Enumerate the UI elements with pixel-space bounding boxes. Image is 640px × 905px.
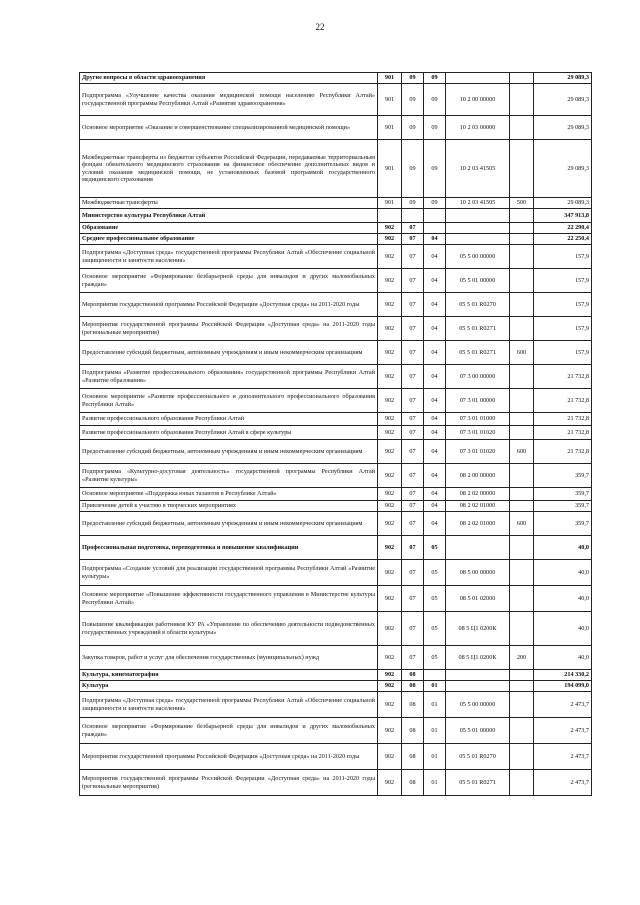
table-row <box>80 198 592 209</box>
row-section-code: 09 <box>402 140 424 198</box>
row-target-code: 05 5 01 R0270 <box>446 293 510 317</box>
row-target-code: 08 5 Ц1 0200К <box>446 612 510 646</box>
table-row <box>80 692 592 718</box>
row-amount: 22 290,4 <box>534 223 592 234</box>
row-ministry-code: 902 <box>378 612 402 646</box>
row-target-code: 08 2 02 01000 <box>446 512 510 536</box>
row-amount: 157,9 <box>534 317 592 341</box>
row-name: Мероприятия государственной программы Российской Федерации «Доступная среда» на 2011-2020 годы <box>80 293 378 317</box>
row-target-code: 08 5 00 00000 <box>446 560 510 586</box>
row-expense-code <box>510 670 534 681</box>
row-section-code: 07 <box>402 269 424 293</box>
row-subsection-code: 05 <box>424 612 446 646</box>
row-expense-code <box>510 223 534 234</box>
row-subsection-code: 04 <box>424 512 446 536</box>
row-expense-code <box>510 464 534 488</box>
row-subsection-code: 09 <box>424 73 446 84</box>
row-subsection-code: 04 <box>424 365 446 389</box>
table-row <box>80 670 592 681</box>
row-target-code: 05 5 00 00000 <box>446 245 510 269</box>
row-section-code: 09 <box>402 84 424 116</box>
row-amount: 21 732,8 <box>534 413 592 426</box>
row-target-code: 08 2 00 00000 <box>446 464 510 488</box>
row-amount: 2 473,7 <box>534 770 592 796</box>
row-expense-code <box>510 317 534 341</box>
row-target-code <box>446 209 510 223</box>
table-row <box>80 681 592 692</box>
row-section-code: 07 <box>402 440 424 464</box>
row-ministry-code: 902 <box>378 744 402 770</box>
row-target-code: 05 5 01 R0271 <box>446 341 510 365</box>
row-ministry-code: 901 <box>378 140 402 198</box>
row-subsection-code: 04 <box>424 488 446 501</box>
row-name: Среднее профессиональное образование <box>80 234 378 245</box>
row-expense-code <box>510 389 534 413</box>
row-subsection-code: 04 <box>424 341 446 365</box>
table-row <box>80 365 592 389</box>
table-row <box>80 646 592 670</box>
row-ministry-code: 901 <box>378 73 402 84</box>
row-subsection-code: 04 <box>424 464 446 488</box>
row-ministry-code: 901 <box>378 84 402 116</box>
row-target-code: 07 3 00 00000 <box>446 365 510 389</box>
row-expense-code <box>510 681 534 692</box>
table-row <box>80 293 592 317</box>
row-ministry-code: 902 <box>378 464 402 488</box>
row-section-code: 07 <box>402 612 424 646</box>
row-ministry-code: 902 <box>378 670 402 681</box>
row-ministry-code: 902 <box>378 512 402 536</box>
row-expense-code: 200 <box>510 646 534 670</box>
row-target-code: 05 5 00 00000 <box>446 692 510 718</box>
row-section-code: 07 <box>402 317 424 341</box>
row-amount: 157,9 <box>534 245 592 269</box>
row-ministry-code: 902 <box>378 536 402 560</box>
row-amount: 359,7 <box>534 512 592 536</box>
row-subsection-code: 01 <box>424 770 446 796</box>
row-name: Основное мероприятие «Поддержка юных талантов в Республике Алтай» <box>80 488 378 501</box>
table-row <box>80 245 592 269</box>
row-name: Предоставление субсидий бюджетным, автономным учреждениям и иным некоммерческим организациям <box>80 512 378 536</box>
row-section-code: 08 <box>402 770 424 796</box>
row-name: Основное мероприятие «Формирование безбарьерной среды для инвалидов и других маломобильных граждан» <box>80 269 378 293</box>
row-name: Предоставление субсидий бюджетным, автономным учреждениям и иным некоммерческим организациям <box>80 440 378 464</box>
table-row <box>80 560 592 586</box>
table-row <box>80 269 592 293</box>
table-row <box>80 223 592 234</box>
row-amount: 29 089,3 <box>534 84 592 116</box>
row-name: Подпрограмма «Улучшение качества оказания медицинской помощи населению Республики Алтай» государственной программы Республики Алтай «Развитие здравоохранения» <box>80 84 378 116</box>
row-target-code: 10 2 03 41505 <box>446 140 510 198</box>
row-name: Межбюджетные трансферты <box>80 198 378 209</box>
table-row <box>80 586 592 612</box>
row-expense-code <box>510 84 534 116</box>
row-name: Мероприятия государственной программы Российской Федерации «Доступная среда» на 2011-2020 годы (региональные мероприятия) <box>80 317 378 341</box>
row-ministry-code: 902 <box>378 245 402 269</box>
row-amount: 21 732,8 <box>534 365 592 389</box>
row-name: Подпрограмма «Доступная среда» государственной программы Республики Алтай «Обеспечение социальной защищенности и занятости населения» <box>80 245 378 269</box>
row-amount: 2 473,7 <box>534 744 592 770</box>
row-section-code: 07 <box>402 245 424 269</box>
row-name: Предоставление субсидий бюджетным, автономным учреждениям и иным некоммерческим организациям <box>80 341 378 365</box>
row-expense-code <box>510 209 534 223</box>
table-row <box>80 84 592 116</box>
row-expense-code <box>510 501 534 512</box>
row-amount: 157,9 <box>534 341 592 365</box>
row-name: Повышение квалификации работников КУ РА «Управление по обеспечению деятельности подведомственных государственных учреждений в области культуры» <box>80 612 378 646</box>
row-expense-code <box>510 413 534 426</box>
row-ministry-code: 902 <box>378 560 402 586</box>
row-name: Профессиональная подготовка, переподготовка и повышение квалификации <box>80 536 378 560</box>
row-amount: 29 089,3 <box>534 73 592 84</box>
row-expense-code <box>510 116 534 140</box>
row-target-code: 08 2 02 01000 <box>446 501 510 512</box>
table-row <box>80 317 592 341</box>
row-name: Подпрограмма «Культурно-досуговая деятельность» государственной программы Республики Алтай «Развитие культуры» <box>80 464 378 488</box>
row-subsection-code: 05 <box>424 586 446 612</box>
table-row <box>80 464 592 488</box>
row-expense-code <box>510 612 534 646</box>
row-ministry-code: 902 <box>378 234 402 245</box>
row-expense-code <box>510 586 534 612</box>
page-number: 22 <box>315 22 325 32</box>
row-ministry-code: 902 <box>378 501 402 512</box>
row-subsection-code: 04 <box>424 426 446 440</box>
row-amount: 40,0 <box>534 612 592 646</box>
row-name: Основное мероприятие «Развитие профессионального и дополнительного профессионального образования Республики Алтай» <box>80 389 378 413</box>
row-subsection-code: 01 <box>424 744 446 770</box>
row-ministry-code: 902 <box>378 681 402 692</box>
row-target-code <box>446 234 510 245</box>
row-expense-code <box>510 293 534 317</box>
row-subsection-code: 05 <box>424 646 446 670</box>
row-subsection-code: 04 <box>424 440 446 464</box>
row-subsection-code: 04 <box>424 389 446 413</box>
row-section-code: 07 <box>402 223 424 234</box>
row-name: Развитие профессионального образования Республики Алтай <box>80 413 378 426</box>
row-expense-code <box>510 73 534 84</box>
row-amount: 21 732,8 <box>534 426 592 440</box>
table-row <box>80 612 592 646</box>
row-target-code: 07 3 01 01000 <box>446 413 510 426</box>
row-name: Основное мероприятие «Формирование безбарьерной среды для инвалидов и других маломобильных граждан» <box>80 718 378 744</box>
row-section-code: 08 <box>402 681 424 692</box>
row-expense-code <box>510 488 534 501</box>
row-amount: 359,7 <box>534 488 592 501</box>
row-name: Подпрограмма «Доступная среда» государственной программы Республики Алтай «Обеспечение социальной защищенности и занятости населения» <box>80 692 378 718</box>
row-section-code: 07 <box>402 389 424 413</box>
row-target-code: 08 5 Ц1 0200К <box>446 646 510 670</box>
row-section-code: 08 <box>402 718 424 744</box>
row-name: Мероприятия государственной программы Российской Федерации «Доступная среда» на 2011-2020 годы (региональные мероприятия) <box>80 770 378 796</box>
row-amount: 29 089,3 <box>534 140 592 198</box>
row-subsection-code: 04 <box>424 293 446 317</box>
row-section-code: 08 <box>402 692 424 718</box>
row-ministry-code: 902 <box>378 440 402 464</box>
row-ministry-code: 902 <box>378 223 402 234</box>
row-ministry-code: 902 <box>378 341 402 365</box>
row-section-code: 07 <box>402 341 424 365</box>
row-target-code: 05 5 01 00000 <box>446 718 510 744</box>
table-row <box>80 73 592 84</box>
table-row <box>80 234 592 245</box>
row-subsection-code: 05 <box>424 536 446 560</box>
row-subsection-code: 04 <box>424 317 446 341</box>
row-expense-code <box>510 426 534 440</box>
row-target-code: 05 5 01 00000 <box>446 269 510 293</box>
row-section-code: 07 <box>402 586 424 612</box>
row-name: Министерство культуры Республики Алтай <box>80 209 378 223</box>
row-subsection-code: 09 <box>424 84 446 116</box>
row-target-code: 10 2 00 00000 <box>446 84 510 116</box>
row-target-code <box>446 536 510 560</box>
row-section-code: 07 <box>402 365 424 389</box>
row-ministry-code: 902 <box>378 365 402 389</box>
row-subsection-code: 01 <box>424 692 446 718</box>
row-target-code: 10 2 03 00000 <box>446 116 510 140</box>
row-expense-code: 500 <box>510 198 534 209</box>
row-expense-code <box>510 536 534 560</box>
row-amount: 157,9 <box>534 293 592 317</box>
row-subsection-code: 09 <box>424 116 446 140</box>
row-amount: 214 330,2 <box>534 670 592 681</box>
row-name: Культура, кинематография <box>80 670 378 681</box>
row-name: Межбюджетные трансферты из бюджетов субъектов Российской Федерации, передаваемые территориальным фондам обязательного медицинского страхования на финансовое обеспечение дополнительных видов и условий оказания медицинской помощи, не установленных базовой программой государственного медицинского страхования <box>80 140 378 198</box>
row-target-code <box>446 670 510 681</box>
table-row <box>80 209 592 223</box>
row-expense-code <box>510 744 534 770</box>
row-section-code: 07 <box>402 512 424 536</box>
row-target-code: 05 5 01 R0271 <box>446 317 510 341</box>
row-section-code: 08 <box>402 670 424 681</box>
table-row <box>80 116 592 140</box>
row-target-code: 07 3 01 00000 <box>446 389 510 413</box>
row-target-code: 08 2 02 00000 <box>446 488 510 501</box>
table-row <box>80 488 592 501</box>
row-ministry-code: 902 <box>378 389 402 413</box>
row-target-code: 07 3 01 01020 <box>446 440 510 464</box>
table-row <box>80 744 592 770</box>
row-amount: 194 099,0 <box>534 681 592 692</box>
row-expense-code <box>510 234 534 245</box>
row-target-code <box>446 73 510 84</box>
row-target-code: 05 5 01 R0270 <box>446 744 510 770</box>
table-row <box>80 426 592 440</box>
row-section-code: 07 <box>402 536 424 560</box>
row-subsection-code: 05 <box>424 560 446 586</box>
row-expense-code: 600 <box>510 512 534 536</box>
row-subsection-code: 04 <box>424 501 446 512</box>
row-amount: 40,0 <box>534 560 592 586</box>
row-name: Образование <box>80 223 378 234</box>
row-section-code: 07 <box>402 426 424 440</box>
row-ministry-code: 902 <box>378 413 402 426</box>
row-ministry-code: 901 <box>378 116 402 140</box>
row-section-code: 07 <box>402 501 424 512</box>
row-subsection-code <box>424 670 446 681</box>
row-amount: 40,0 <box>534 646 592 670</box>
row-subsection-code: 01 <box>424 718 446 744</box>
row-name: Культура <box>80 681 378 692</box>
row-name: Другие вопросы в области здравоохранения <box>80 73 378 84</box>
budget-table <box>79 72 592 796</box>
row-ministry-code: 902 <box>378 718 402 744</box>
row-amount: 29 089,3 <box>534 198 592 209</box>
row-section-code: 07 <box>402 488 424 501</box>
row-section-code: 07 <box>402 234 424 245</box>
row-amount: 40,0 <box>534 586 592 612</box>
row-expense-code: 600 <box>510 341 534 365</box>
row-ministry-code: 902 <box>378 646 402 670</box>
row-amount: 21 732,8 <box>534 389 592 413</box>
row-target-code: 05 5 01 R0271 <box>446 770 510 796</box>
row-name: Привлечение детей к участию в творческих мероприятиях <box>80 501 378 512</box>
row-subsection-code: 04 <box>424 245 446 269</box>
table-row <box>80 536 592 560</box>
row-name: Закупка товаров, работ и услуг для обеспечения государственных (муниципальных) нужд <box>80 646 378 670</box>
table-body <box>80 73 592 796</box>
row-amount: 40,0 <box>534 536 592 560</box>
row-amount: 2 473,7 <box>534 718 592 744</box>
table-row <box>80 413 592 426</box>
row-subsection-code <box>424 209 446 223</box>
row-ministry-code: 901 <box>378 198 402 209</box>
row-target-code <box>446 223 510 234</box>
row-ministry-code: 902 <box>378 293 402 317</box>
row-section-code: 07 <box>402 293 424 317</box>
table-row <box>80 770 592 796</box>
row-expense-code <box>510 560 534 586</box>
row-amount: 2 473,7 <box>534 692 592 718</box>
row-ministry-code: 902 <box>378 692 402 718</box>
row-expense-code <box>510 692 534 718</box>
row-section-code: 08 <box>402 744 424 770</box>
row-expense-code <box>510 140 534 198</box>
row-section-code: 07 <box>402 560 424 586</box>
row-ministry-code: 902 <box>378 488 402 501</box>
row-section-code: 09 <box>402 73 424 84</box>
row-name: Развитие профессионального образования Республики Алтай в сфере культуры <box>80 426 378 440</box>
row-target-code <box>446 681 510 692</box>
row-expense-code <box>510 269 534 293</box>
row-subsection-code: 09 <box>424 140 446 198</box>
row-amount: 359,7 <box>534 501 592 512</box>
table-row <box>80 389 592 413</box>
row-name: Мероприятия государственной программы Российской Федерации «Доступная среда» на 2011-2020 годы <box>80 744 378 770</box>
row-name: Подпрограмма «Развитие профессионального образования» государственной программы Республики Алтай «Развитие образования» <box>80 365 378 389</box>
row-target-code: 07 3 01 01020 <box>446 426 510 440</box>
row-ministry-code: 902 <box>378 770 402 796</box>
row-amount: 21 732,8 <box>534 440 592 464</box>
table-row <box>80 140 592 198</box>
row-amount: 29 089,3 <box>534 116 592 140</box>
row-amount: 347 913,8 <box>534 209 592 223</box>
row-section-code: 07 <box>402 464 424 488</box>
row-ministry-code: 902 <box>378 317 402 341</box>
row-subsection-code: 04 <box>424 413 446 426</box>
row-amount: 359,7 <box>534 464 592 488</box>
row-expense-code <box>510 245 534 269</box>
table-row <box>80 718 592 744</box>
row-section-code <box>402 209 424 223</box>
row-expense-code <box>510 365 534 389</box>
table-row <box>80 501 592 512</box>
row-target-code: 08 5 01 02000 <box>446 586 510 612</box>
table-row <box>80 341 592 365</box>
row-ministry-code: 902 <box>378 269 402 293</box>
row-section-code: 07 <box>402 646 424 670</box>
row-target-code: 10 2 03 41505 <box>446 198 510 209</box>
row-name: Основное мероприятие «Повышение эффективности государственного управления в Министерстве культуры Республики Алтай» <box>80 586 378 612</box>
row-section-code: 09 <box>402 116 424 140</box>
row-expense-code: 600 <box>510 440 534 464</box>
row-amount: 22 250,4 <box>534 234 592 245</box>
row-subsection-code: 04 <box>424 269 446 293</box>
row-expense-code <box>510 718 534 744</box>
row-section-code: 09 <box>402 198 424 209</box>
row-subsection-code: 04 <box>424 234 446 245</box>
row-amount: 157,9 <box>534 269 592 293</box>
row-name: Основное мероприятие «Оказание и совершенствование специализированной медицинской помощи» <box>80 116 378 140</box>
row-ministry-code: 902 <box>378 586 402 612</box>
table-row <box>80 512 592 536</box>
row-ministry-code: 902 <box>378 426 402 440</box>
row-expense-code <box>510 770 534 796</box>
row-subsection-code: 01 <box>424 681 446 692</box>
row-subsection-code <box>424 223 446 234</box>
row-name: Подпрограмма «Создание условий для реализации государственной программы Республики Алтай «Развитие культуры» <box>80 560 378 586</box>
row-section-code: 07 <box>402 413 424 426</box>
table-row <box>80 440 592 464</box>
row-ministry-code <box>378 209 402 223</box>
row-subsection-code: 09 <box>424 198 446 209</box>
